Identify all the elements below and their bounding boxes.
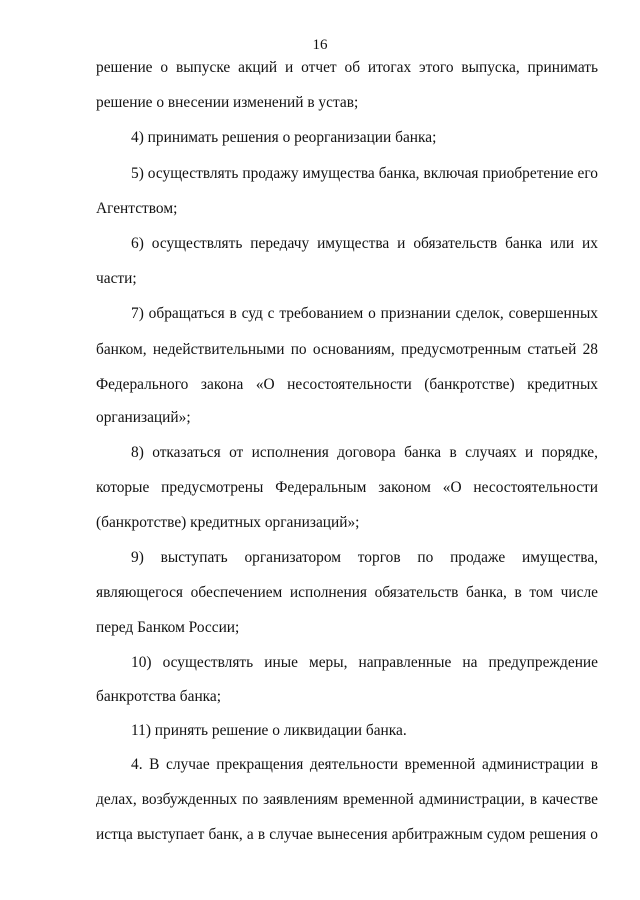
- text-line: Агентством;: [96, 200, 178, 217]
- text-line: 7) обращаться в суд с требованием о признании сделок, совершенных: [131, 305, 598, 322]
- text-line: 5) осуществлять продажу имущества банка, включая приобретение его: [131, 165, 598, 182]
- text-line: 4. В случае прекращения деятельности временной администрации в: [131, 756, 598, 773]
- text-line: Федерального закона «О несостоятельности (банкротстве) кредитных: [96, 376, 598, 393]
- text-line: которые предусмотрены Федеральным законом «О несостоятельности: [96, 479, 598, 496]
- text-line: решение о внесении изменений в устав;: [96, 94, 359, 111]
- text-line: 9) выступать организатором торгов по продаже имущества,: [131, 549, 598, 566]
- text-line: части;: [96, 270, 137, 287]
- page-number: 16: [312, 37, 328, 53]
- text-line: 11) принять решение о ликвидации банка.: [131, 722, 407, 739]
- text-line: решение о выпуске акций и отчет об итогах этого выпуска, принимать: [96, 59, 598, 76]
- text-line: 4) принимать решения о реорганизации банка;: [131, 129, 437, 146]
- text-line: перед Банком России;: [96, 619, 240, 636]
- text-line: организаций»;: [96, 409, 191, 426]
- text-line: банком, недействительными по основаниям, предусмотренным статьей 28: [96, 341, 598, 358]
- text-line: делах, возбужденных по заявлениям временной администрации, в качестве: [96, 791, 598, 808]
- text-line: (банкротстве) кредитных организаций»;: [96, 514, 360, 531]
- text-line: банкротства банка;: [96, 688, 222, 705]
- text-line: 10) осуществлять иные меры, направленные на предупреждение: [131, 654, 598, 671]
- text-line: являющегося обеспечением исполнения обязательств банка, в том числе: [96, 584, 598, 601]
- text-line: истца выступает банк, а в случае вынесения арбитражным судом решения о: [96, 826, 598, 843]
- text-line: 6) осуществлять передачу имущества и обязательств банка или их: [131, 235, 598, 252]
- text-line: 8) отказаться от исполнения договора банка в случаях и порядке,: [131, 444, 598, 461]
